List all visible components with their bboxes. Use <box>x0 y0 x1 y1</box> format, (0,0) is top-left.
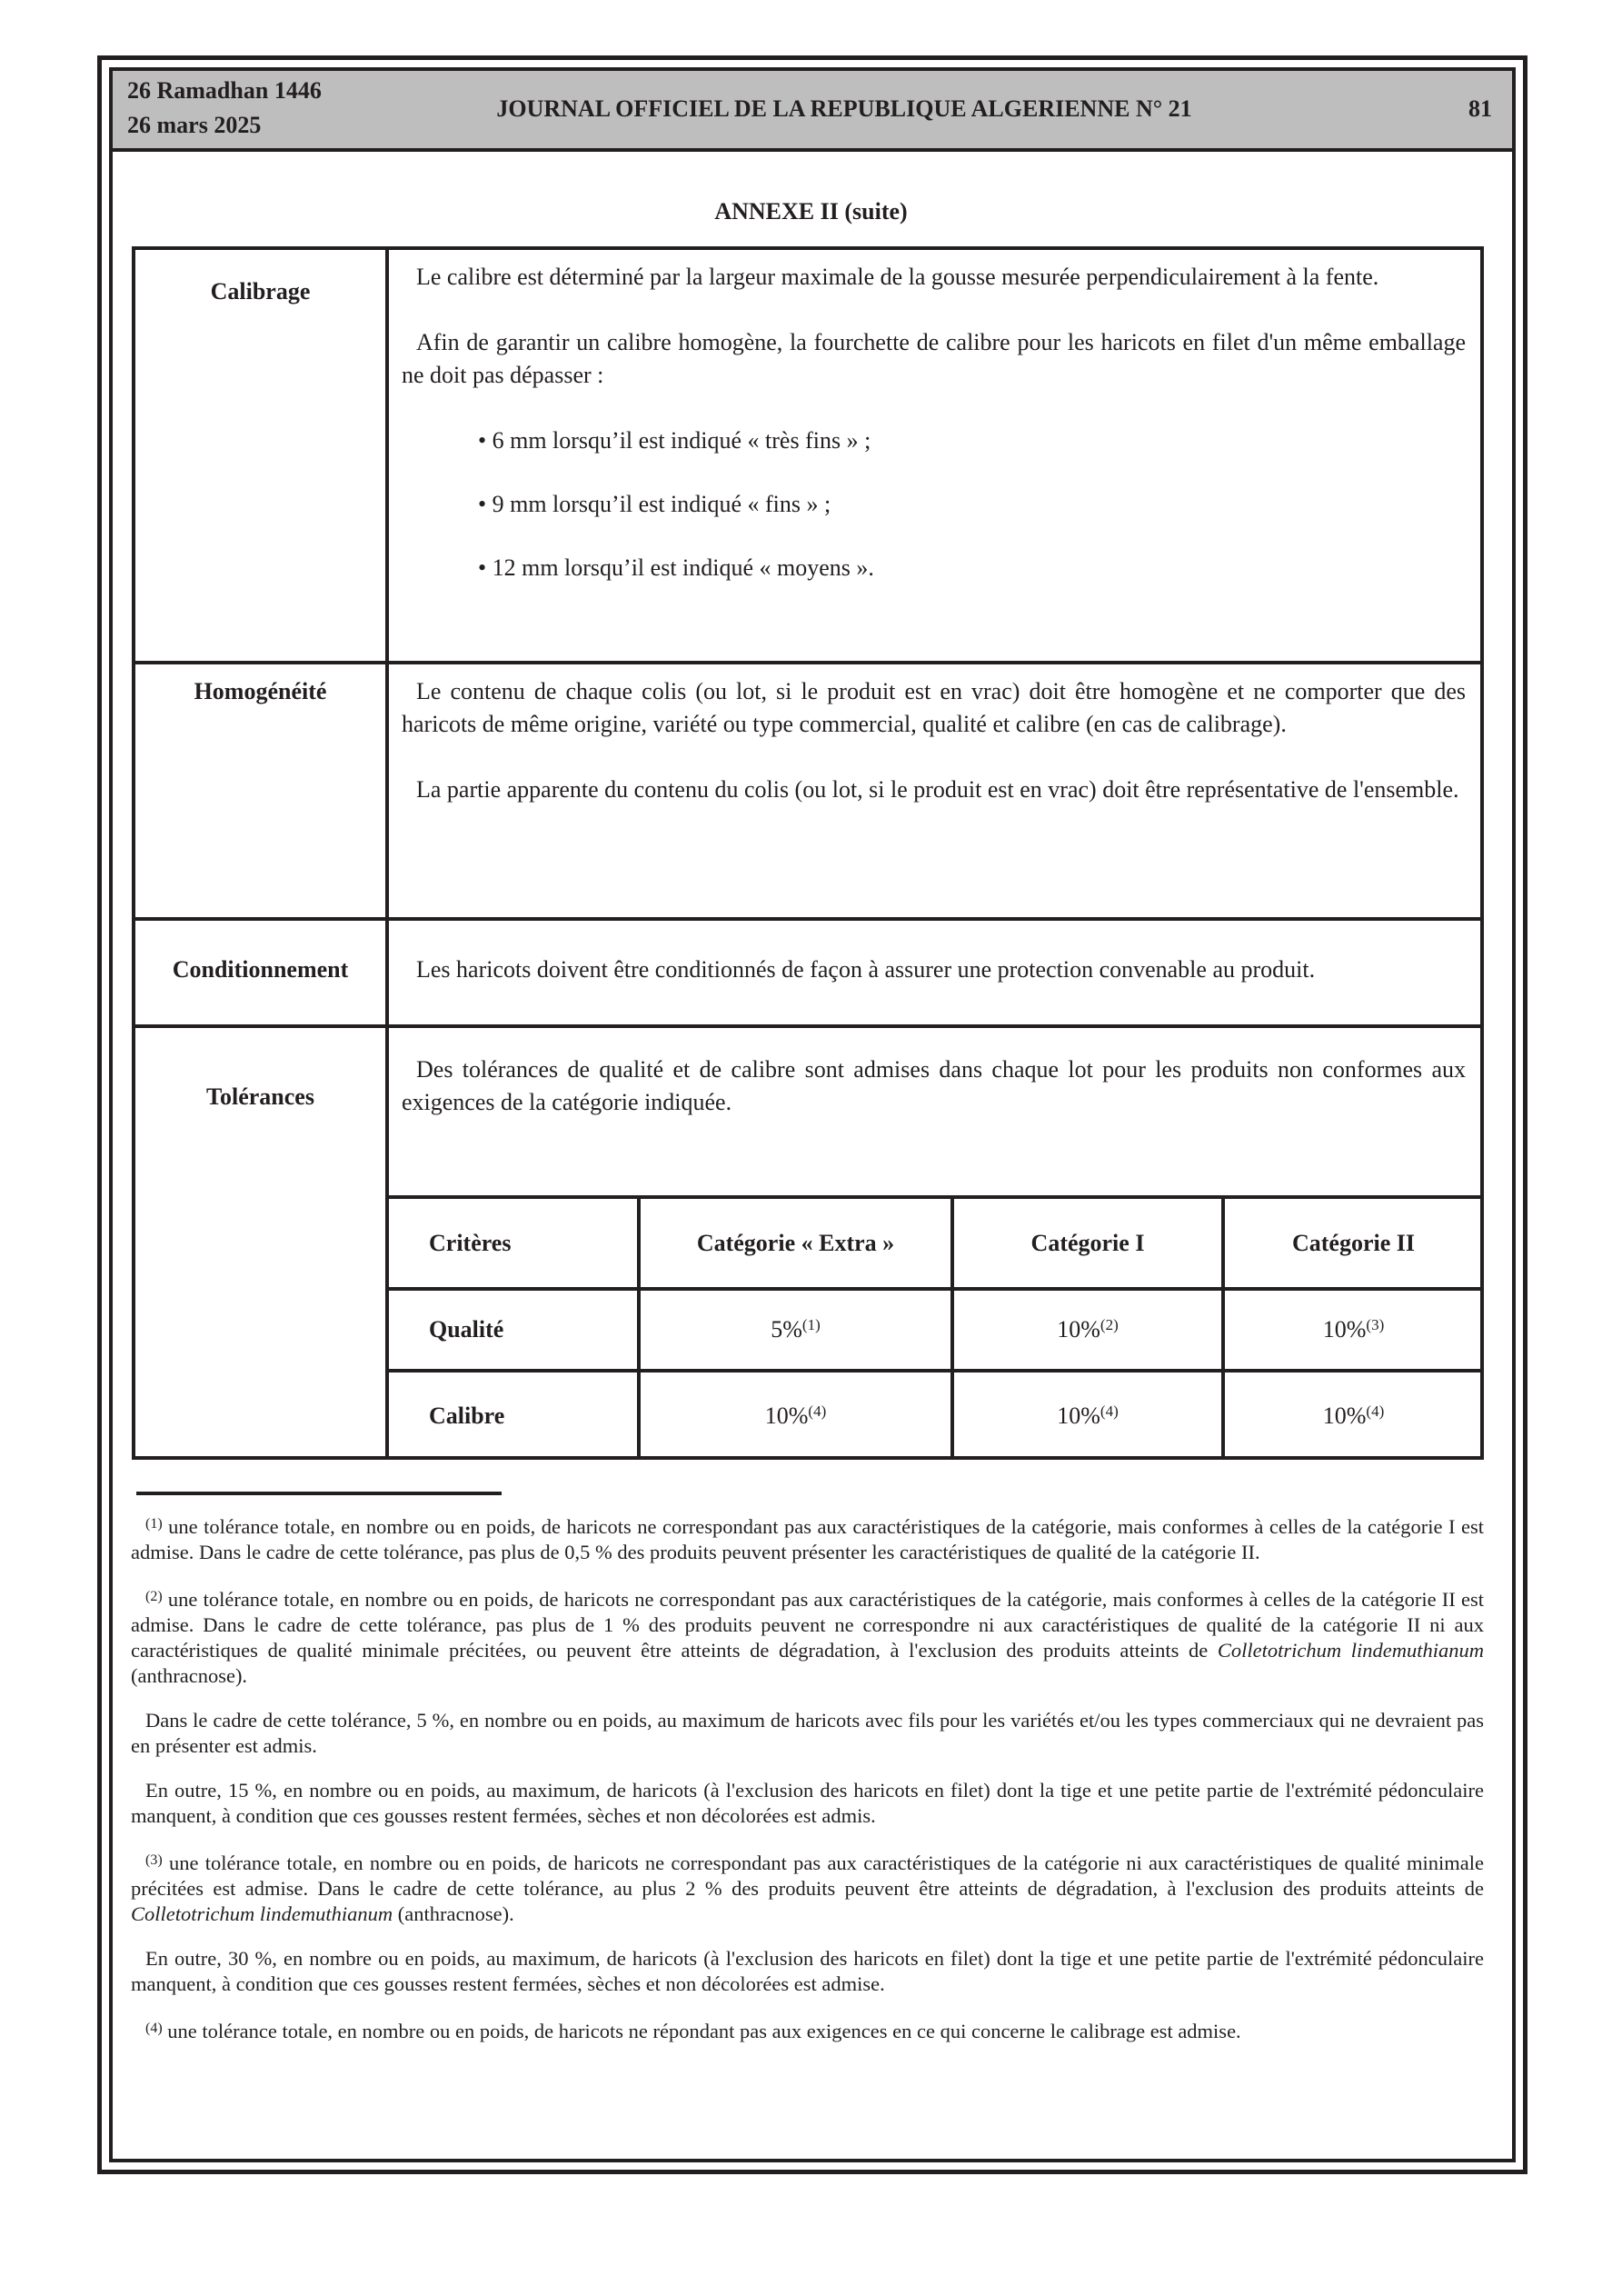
footnote-text: une tolérance totale, en nombre ou en poids, de haricots ne correspondant pas aux caractéristiques de la catégorie, mais conformes à celles de la catégorie II est admise. Dans le cadre de cette tolérance, pas plus de 1 % des produits peuvent ne correspondre ni aux caractéristiques de qualité de la catégorie II ni aux caractéristiques de qualité minimale précitées, ou peuvent être atteints de dégradation, à l'exclusion des produits atteints de <box>131 1588 1484 1662</box>
row-label-tolerances: Tolérances <box>206 1083 314 1110</box>
row-label-conditionnement: Conditionnement <box>172 956 349 983</box>
footnotes <box>131 1512 1484 2063</box>
conditionnement-text: Les haricots doivent être conditionnés de façon à assurer une protection convenable au produit. <box>416 956 1316 983</box>
row-label-cell <box>135 664 389 917</box>
tolerance-table <box>385 1195 1482 1460</box>
journal-title: JOURNAL OFFICIEL DE LA REPUBLIQUE ALGERIENNE N° 21 <box>496 95 1192 122</box>
column-header: Catégorie II <box>1223 1197 1482 1289</box>
list-item: • 12 mm lorsqu’il est indiqué « moyens ». <box>478 554 874 581</box>
annexe-table <box>132 246 1484 1460</box>
footnote-2-extra: En outre, 15 %, en nombre ou en poids, au maximum, de haricots (à l'exclusion des haricots en filet) dont la tige et une petite partie de l'extrémité pédonculaire manquent, à condition que ces gousses restent fermées, sèches et non décolorées est admis. <box>131 1779 1484 1827</box>
tolerance-cell <box>1223 1371 1482 1460</box>
footnote-text: (anthracnose). <box>393 1902 514 1925</box>
conditionnement-content <box>389 921 1480 1024</box>
column-header: Catégorie « Extra » <box>639 1197 952 1289</box>
row-tolerances <box>135 1024 1480 1456</box>
table-row <box>387 1289 1482 1371</box>
criterion-cell: Calibre <box>387 1371 639 1460</box>
tolerance-cell <box>639 1371 952 1460</box>
calibrage-paragraph: Le calibre est déterminé par la largeur maximale de la gousse mesurée perpendiculairement à la fente. <box>416 264 1379 290</box>
column-header: Critères <box>387 1197 639 1289</box>
column-header: Catégorie I <box>952 1197 1223 1289</box>
row-label-homogeneite: Homogénéité <box>194 678 327 704</box>
homogeneite-content <box>389 664 1480 917</box>
footnote-ref: (4) <box>1366 1403 1385 1420</box>
footnote-3-extra: En outre, 30 %, en nombre ou en poids, au maximum, de haricots (à l'exclusion des haricots en filet) dont la tige et une petite partie de l'extrémité pédonculaire manquent, à condition que ces gousses restent fermées, sèches et non décolorées est admise. <box>131 1947 1484 1995</box>
footnote-3 <box>131 1848 1484 1927</box>
tolerance-value: 5% <box>771 1316 802 1343</box>
tolerance-value: 10% <box>764 1403 809 1429</box>
footnote-ref: (3) <box>1366 1316 1385 1333</box>
tolerance-value: 10% <box>1057 1316 1100 1343</box>
calibrage-content <box>389 250 1480 661</box>
footnote-text: une tolérance totale, en nombre ou en poids, de haricots ne correspondant pas aux caractéristiques de la catégorie, mais conformes à celles de la catégorie I est admise. Dans le cadre de cette tolérance, pas plus de 0,5 % des produits peuvent présenter les caractéristiques de qualité de la catégorie II. <box>131 1515 1484 1563</box>
footnote-ref: (4) <box>1100 1403 1119 1420</box>
tolerance-value: 10% <box>1322 1316 1367 1343</box>
footnote-ref: (2) <box>1100 1316 1119 1333</box>
footnote-text: une tolérance totale, en nombre ou en poids, de haricots ne correspondant pas aux caractéristiques de la catégorie ni aux caractéristiques de qualité minimale précitées est admise. Dans le cadre de cette tolérance, au plus 2 % des produits peuvent être atteints de dégradation, à l'exclusion des produits atteints de <box>131 1852 1484 1900</box>
row-conditionnement <box>135 917 1480 1024</box>
footnote-ref: (4) <box>808 1403 827 1420</box>
row-label-cell <box>135 921 389 1024</box>
footnote-marker: (2) <box>145 1589 163 1604</box>
criterion-cell: Qualité <box>387 1289 639 1371</box>
page-header <box>113 71 1512 152</box>
page-number: 81 <box>1468 95 1492 122</box>
row-label-cell <box>135 250 389 661</box>
annexe-title: ANNEXE II (suite) <box>714 198 908 225</box>
list-item: • 9 mm lorsqu’il est indiqué « fins » ; <box>478 491 831 517</box>
footnote-marker: (1) <box>145 1516 163 1532</box>
footnote-4 <box>131 2016 1484 2044</box>
tolerances-text: Des tolérances de qualité et de calibre sont admises dans chaque lot pour les produits non conformes aux exigences de la catégorie indiquée. <box>402 1056 1466 1115</box>
footnote-separator <box>136 1492 502 1495</box>
species-name: Colletotrichum lindemuthianum <box>1217 1639 1484 1662</box>
calibrage-paragraph: Afin de garantir un calibre homogène, la fourchette de calibre pour les haricots en filet d'un même emballage ne doit pas dépasser : <box>402 329 1466 388</box>
footnote-marker: (4) <box>145 2021 163 2036</box>
footnote-2-extra: Dans le cadre de cette tolérance, 5 %, en nombre ou en poids, au maximum de haricots avec fils pour les variétés et/ou les types commerciaux qui ne devraient pas en présenter est admis. <box>131 1709 1484 1757</box>
row-homogeneite <box>135 661 1480 917</box>
tolerance-value: 10% <box>1322 1403 1367 1429</box>
row-label-calibrage: Calibrage <box>210 278 311 304</box>
homogeneite-paragraph: Le contenu de chaque colis (ou lot, si le produit est en vrac) doit être homogène et ne comporter que des haricots de même origine, variété ou type commercial, qualité et calibre (en cas de calibrage). <box>402 678 1466 737</box>
footnote-1 <box>131 1512 1484 1565</box>
tolerance-cell <box>952 1289 1223 1371</box>
tolerance-table-header <box>387 1197 1482 1289</box>
tolerance-value: 10% <box>1057 1403 1100 1429</box>
table-row <box>387 1371 1482 1460</box>
tolerance-cell <box>952 1371 1223 1460</box>
footnote-text: (anthracnose). <box>131 1664 248 1687</box>
homogeneite-paragraph: La partie apparente du contenu du colis (ou lot, si le produit est en vrac) doit être représentative de l'ensemble. <box>416 776 1459 803</box>
calibre-range-list <box>402 424 1466 584</box>
list-item: • 6 mm lorsqu’il est indiqué « très fins » ; <box>478 427 871 454</box>
species-name: Colletotrichum lindemuthianum <box>131 1902 393 1925</box>
row-label-cell <box>135 1028 389 1456</box>
tolerance-cell <box>1223 1289 1482 1371</box>
hijri-date: 26 Ramadhan 1446 <box>127 77 322 104</box>
footnote-ref: (1) <box>801 1316 821 1333</box>
footnote-text: une tolérance totale, en nombre ou en poids, de haricots ne répondant pas aux exigences en ce qui concerne le calibrage est admise. <box>162 2020 1241 2042</box>
footnote-2 <box>131 1584 1484 1689</box>
tolerance-cell <box>639 1289 952 1371</box>
row-calibrage <box>135 250 1480 661</box>
gregorian-date: 26 mars 2025 <box>127 112 262 138</box>
footnote-marker: (3) <box>145 1852 163 1868</box>
